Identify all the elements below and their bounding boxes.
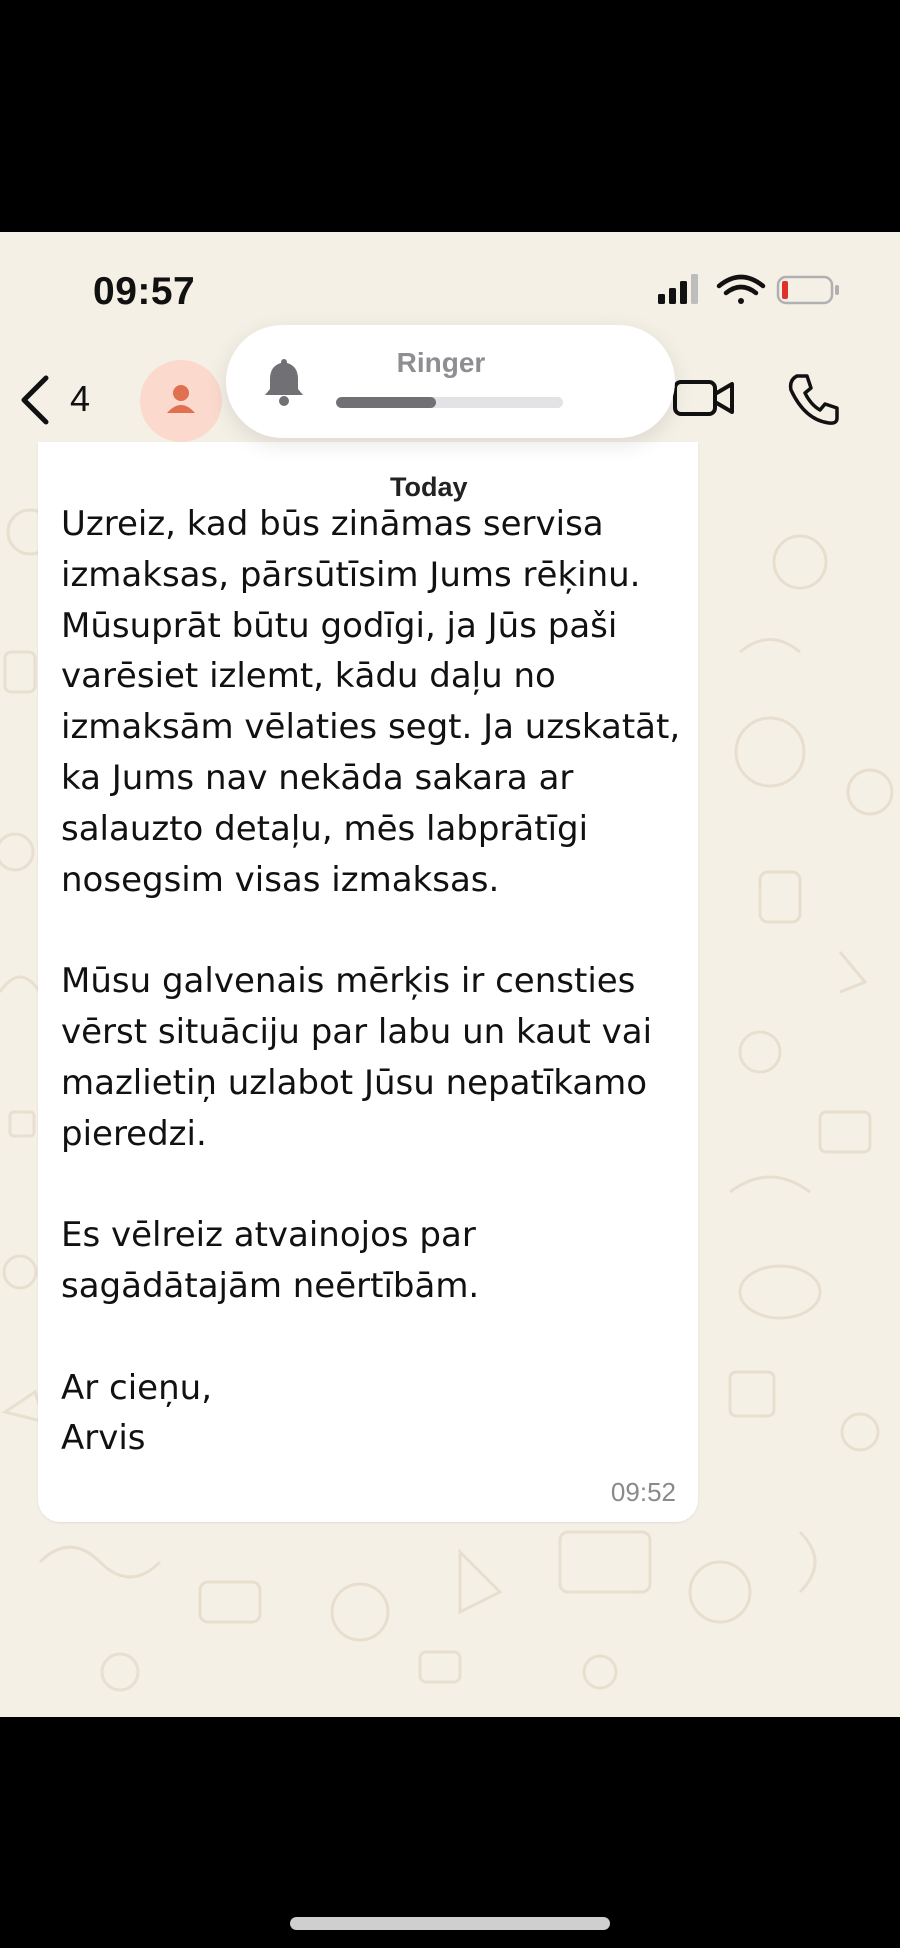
message-paragraph: Uzreiz, kad būs zināmas servisa izmaksas, pārsūtīsim Jums rēķinu. Mūsuprāt būtu godīgi, ja Jūs paši varēsiet izlemt, kādu daļu no izmaksām vēlaties segt. Ja uzskatāt, ka Jums nav nekāda sakara ar salauzto detaļu, mēs labprātīgi nosegsim visas izmaksas. — [61, 504, 681, 900]
voice-call-button[interactable] — [783, 368, 843, 428]
message-paragraph: Mūsu galvenais mērķis ir censties vērst situāciju par labu un kaut vai mazlietiņ uzlabot Jūsu nepatīkamo pieredzi. — [61, 961, 653, 1154]
ringer-label: Ringer — [396, 347, 486, 378]
wifi-icon — [719, 277, 763, 304]
phone-icon — [783, 368, 843, 428]
ringer-volume-fill — [336, 397, 436, 408]
message-timestamp: 09:52 — [610, 1477, 676, 1507]
video-call-button[interactable] — [670, 372, 740, 422]
message-paragraph: Es vēlreiz atvainojos par sagādātajām neērtībām. — [61, 1215, 480, 1306]
back-button[interactable] — [16, 366, 106, 426]
message-signature: Arvis — [61, 1418, 146, 1459]
status-time: 09:57 — [93, 270, 196, 313]
status-icons — [655, 272, 845, 308]
message-bubble[interactable] — [38, 442, 698, 1522]
top-letterbox — [0, 0, 900, 232]
cellular-signal-icon — [658, 274, 698, 304]
message-signoff: Ar cieņu, — [61, 1367, 213, 1408]
unread-count: 4 — [70, 378, 91, 419]
chevron-left-icon — [16, 366, 56, 426]
ringer-volume-bar — [336, 397, 563, 408]
video-camera-icon — [670, 372, 740, 422]
ringer-volume-hud — [226, 325, 675, 438]
battery-low-icon — [778, 277, 839, 303]
bell-icon — [256, 353, 312, 409]
home-indicator[interactable] — [290, 1917, 610, 1930]
contact-avatar[interactable] — [140, 360, 222, 442]
chat-app — [0, 232, 900, 1717]
message-text — [61, 499, 691, 1464]
date-separator: Today — [390, 472, 468, 502]
person-icon — [140, 360, 222, 442]
